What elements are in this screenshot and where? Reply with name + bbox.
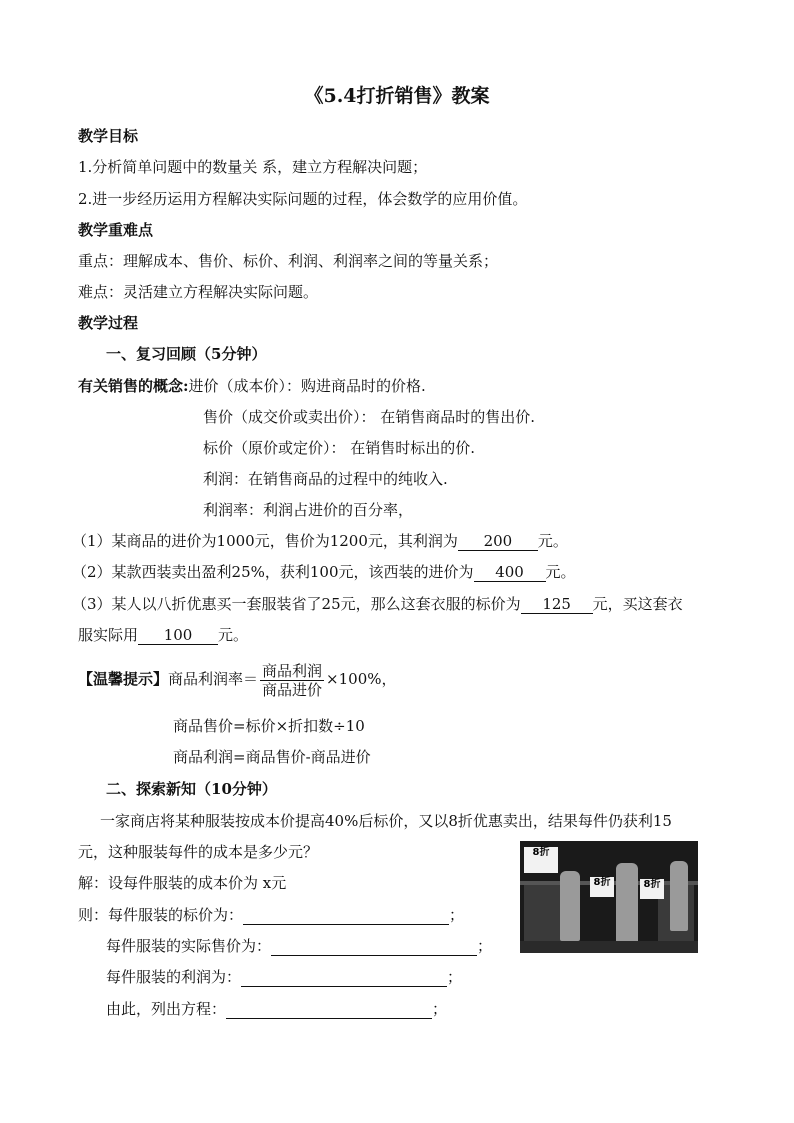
concepts-label: 有关销售的概念: (78, 377, 189, 395)
fraction-numerator: 商品利润 (262, 661, 323, 680)
step-3-label: 每件服装的利润为： (106, 968, 242, 986)
step-4-label: 由此，列出方程： (106, 1000, 227, 1018)
goal-item-1: 1.分析简单问题中的数量关 系，建立方程解决问题； (78, 158, 428, 176)
photo-mannequin-3 (670, 861, 688, 931)
exercise-1-answer: 200 (458, 532, 538, 551)
step-2-label: 每件服装的实际售价为： (106, 937, 272, 955)
concept-row-1 (78, 376, 426, 396)
photo-sign-a (590, 877, 614, 897)
tip-rate-rhs: ×100%， (326, 670, 397, 688)
formula-profit: 商品利润=商品售价-商品进价 (173, 748, 371, 766)
concept-sale-price: 售价（成交价或卖出价）： 在销售商品时的售出价. (203, 408, 536, 426)
review-heading: 一、复习回顾（5分钟） (106, 345, 267, 363)
photo-sign-top-text: 8折 (532, 847, 550, 858)
photo-sign-b (640, 879, 664, 899)
hard-point: 难点：灵活建立方程解决实际问题。 (78, 283, 319, 301)
photo-mannequin-2 (616, 863, 638, 943)
exercise-3 (72, 594, 683, 614)
difficulties-heading: 教学重难点 (78, 221, 154, 239)
exercise-3-text-line2: 服实际用 (78, 626, 139, 644)
step-2-blank[interactable] (271, 939, 477, 956)
exercise-3-answer-2: 100 (138, 626, 218, 645)
exercise-1 (72, 531, 568, 551)
concept-cost: 进价（成本价）：购进商品时的价格. (188, 377, 426, 395)
step-1-semicolon: ； (449, 906, 465, 924)
concept-list-price: 标价（原价或定价）： 在销售时标出的价. (203, 439, 476, 457)
step-2-semicolon: ； (477, 937, 493, 955)
concept-profit: 利润：在销售商品的过程中的纯收入. (203, 470, 448, 488)
exercise-3-unit: 元。 (218, 626, 249, 644)
store-discount-photo (520, 841, 698, 953)
photo-sign-a-text: 8折 (593, 877, 611, 888)
step-1-blank[interactable] (243, 908, 449, 925)
problem-line-1: 一家商店将某种服装按成本价提高40%后标价，又以8折优惠卖出，结果每件仍获利15 (100, 812, 672, 830)
tip-fraction (260, 662, 324, 699)
photo-floor (520, 941, 698, 953)
exercise-1-unit: 元。 (537, 532, 568, 550)
exercise-1-text: （1）某商品的进价为1000元，售价为1200元，其利润为 (72, 532, 458, 550)
step-3-blank[interactable] (241, 970, 447, 987)
formula-sale-price: 商品售价=标价×折扣数÷10 (173, 717, 365, 735)
process-heading: 教学过程 (78, 314, 139, 332)
tip-label: 【温馨提示】 (78, 670, 169, 688)
exercise-2 (72, 562, 576, 582)
exercise-3-text-mid: 元，买这套衣 (592, 595, 683, 613)
step-profit (106, 967, 462, 987)
exercise-3-answer-1: 125 (521, 595, 593, 614)
step-1-label: 则：每件服装的标价为： (78, 906, 244, 924)
page-title: 《5.4打折销售》教案 (304, 85, 490, 107)
step-equation (106, 999, 447, 1019)
exercise-2-text: （2）某款西装卖出盈利25%，获利100元，该西装的进价为 (72, 563, 474, 581)
exercise-3-line2 (78, 625, 248, 645)
tip-rate-lhs: 商品利润率＝ (168, 670, 259, 688)
goal-item-2: 2.进一步经历运用方程解决实际问题的过程，体会数学的应用价值。 (78, 190, 528, 208)
exercise-2-unit: 元。 (545, 563, 576, 581)
step-4-blank[interactable] (226, 1002, 432, 1019)
photo-sign-b-text: 8折 (643, 879, 661, 890)
exercise-3-text: （3）某人以八折优惠买一套服装省了25元，那么这套衣服的标价为 (72, 595, 521, 613)
key-point: 重点：理解成本、售价、标价、利润、利润率之间的等量关系； (78, 252, 499, 270)
explore-heading: 二、探索新知（10分钟） (106, 780, 277, 798)
photo-clothes-left (524, 885, 564, 945)
step-4-semicolon: ； (432, 1000, 448, 1018)
problem-line-2: 元，这种服装每件的成本是多少元？ (78, 843, 319, 861)
photo-mannequin-1 (560, 871, 580, 941)
fraction-denominator: 商品进价 (262, 680, 323, 699)
concept-profit-rate: 利润率：利润占进价的百分率， (203, 501, 414, 519)
solution-assumption: 解：设每件服装的成本价为 x元 (78, 874, 287, 892)
goals-heading: 教学目标 (78, 127, 139, 145)
step-3-semicolon: ； (447, 968, 463, 986)
step-list-price (78, 905, 464, 925)
tip-profit-rate (78, 659, 397, 699)
photo-sign-top (524, 847, 558, 873)
exercise-2-answer: 400 (474, 563, 546, 582)
step-actual-price (106, 936, 492, 956)
